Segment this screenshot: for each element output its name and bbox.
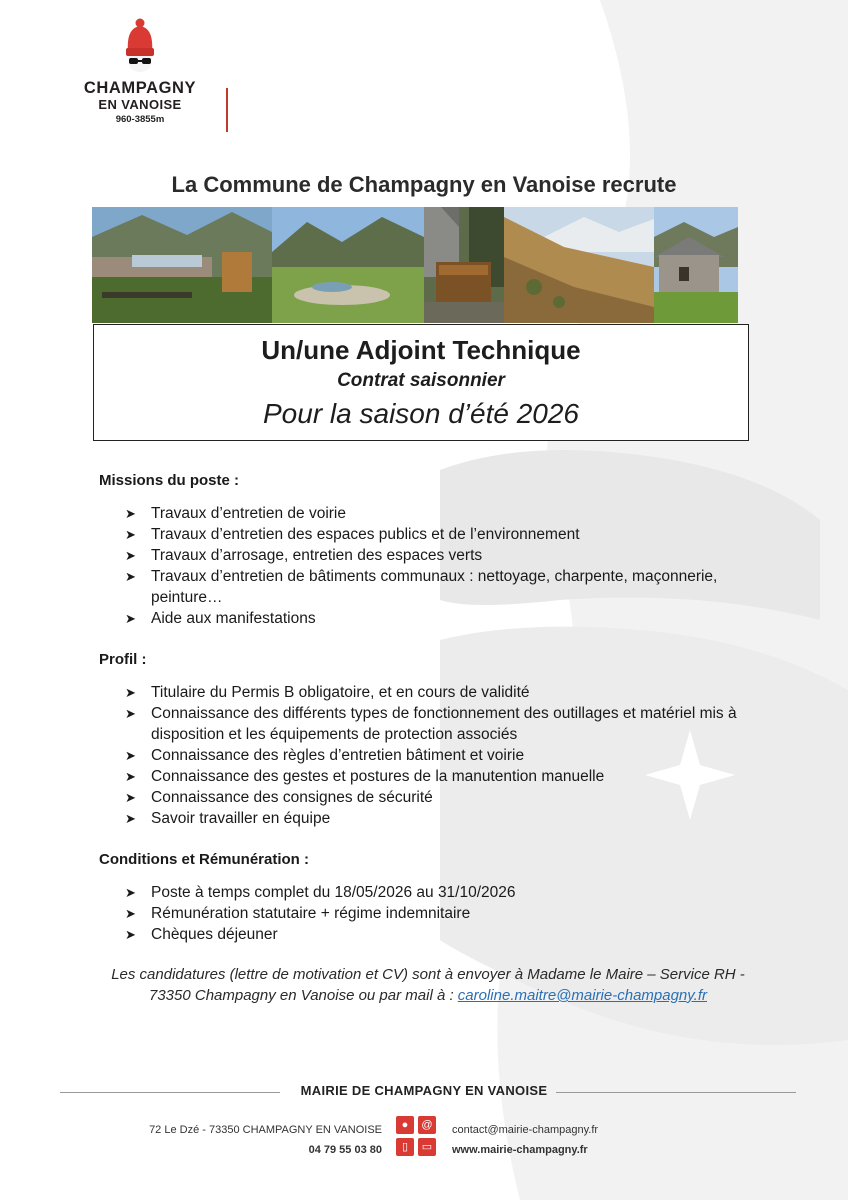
computer-icon: ▭ <box>418 1138 436 1156</box>
arrow-bullet-icon: ➤ <box>125 611 136 626</box>
missions-list <box>99 503 759 629</box>
footer-title: MAIRIE DE CHAMPAGNY EN VANOISE <box>300 1083 548 1098</box>
red-beanie-icon <box>120 18 160 76</box>
list-item: ➤ Rémunération statutaire + régime indemnitaire <box>125 905 471 922</box>
arrow-bullet-icon: ➤ <box>125 927 136 942</box>
conditions-list <box>99 882 759 945</box>
list-item: ➤ Travaux d’entretien de bâtiments communaux : nettoyage, charpente, maçonnerie, peinture… <box>125 568 718 606</box>
list-item: ➤ Travaux d’entretien des espaces publics et de l’environnement <box>125 526 580 543</box>
application-instructions <box>98 964 758 1006</box>
arrow-bullet-icon: ➤ <box>125 748 136 763</box>
contract-type: Contrat saisonnier <box>337 370 505 391</box>
job-title-box <box>93 324 749 441</box>
photo-strip <box>92 207 738 323</box>
stone-chalet-photo <box>654 207 738 323</box>
footer-website[interactable]: www.mairie-champagny.fr <box>452 1144 588 1156</box>
footer-icons <box>396 1116 438 1158</box>
phone-icon: ▯ <box>396 1138 414 1156</box>
arrow-bullet-icon: ➤ <box>125 706 136 721</box>
list-item: ➤ Connaissance des gestes et postures de la manutention manuelle <box>125 768 605 785</box>
profil-title: Profil : <box>99 651 147 668</box>
list-item: ➤ Connaissance des règles d’entretien bâtiment et voirie <box>125 747 525 764</box>
arrow-bullet-icon: ➤ <box>125 885 136 900</box>
footer-contact-block <box>452 1120 598 1160</box>
alpine-slope-photo <box>504 207 654 323</box>
arrow-bullet-icon: ➤ <box>125 790 136 805</box>
village-playground-photo <box>92 207 272 323</box>
arrow-bullet-icon: ➤ <box>125 548 136 563</box>
list-item: ➤ Travaux d’entretien de voirie <box>125 505 346 522</box>
conditions-title: Conditions et Rémunération : <box>99 851 309 868</box>
list-item: ➤ Travaux d’arrosage, entretien des espaces verts <box>125 547 483 564</box>
list-item: ➤ Connaissance des consignes de sécurité <box>125 789 433 806</box>
footer-phone: 04 79 55 03 80 <box>308 1144 382 1156</box>
location-pin-icon: ● <box>396 1116 414 1134</box>
logo-altitude: 960-3855m <box>115 114 165 125</box>
application-text: Les candidatures (lettre de motivation et CV) sont à envoyer à Madame le Maire – Service RH - 73350 Champagny en Vanoise ou par mail à : <box>111 966 745 1004</box>
list-item: ➤ Titulaire du Permis B obligatoire, et en cours de validité <box>125 684 530 701</box>
job-title: Un/une Adjoint Technique <box>261 335 581 365</box>
arrow-bullet-icon: ➤ <box>125 811 136 826</box>
arrow-bullet-icon: ➤ <box>125 906 136 921</box>
list-item: ➤ Poste à temps complet du 18/05/2026 au 31/10/2026 <box>125 884 516 901</box>
profil-list <box>99 682 759 829</box>
logo-divider <box>226 88 228 132</box>
footer-address: 72 Le Dzé - 73350 CHAMPAGNY EN VANOISE <box>149 1124 382 1136</box>
arrow-bullet-icon: ➤ <box>125 506 136 521</box>
job-details <box>99 470 759 965</box>
list-item: ➤ Connaissance des différents types de fonctionnement des outillages et matériel mis à disposition et les équipements de protection associés <box>125 705 737 743</box>
at-sign-icon: @ <box>418 1116 436 1134</box>
season-label: Pour la saison d’été 2026 <box>263 398 579 429</box>
page-headline: La Commune de Champagny en Vanoise recrute <box>171 172 677 197</box>
list-item: ➤ Aide aux manifestations <box>125 610 316 627</box>
arrow-bullet-icon: ➤ <box>125 569 136 584</box>
list-item: ➤ Savoir travailler en équipe <box>125 810 331 827</box>
logo-subtitle: EN VANOISE <box>98 97 182 112</box>
arrow-bullet-icon: ➤ <box>125 685 136 700</box>
missions-title: Missions du poste : <box>99 472 240 489</box>
footer-email[interactable]: contact@mairie-champagny.fr <box>452 1124 599 1136</box>
logo-name: CHAMPAGNY <box>83 79 197 97</box>
arrow-bullet-icon: ➤ <box>125 769 136 784</box>
list-item: ➤ Chèques déjeuner <box>125 926 278 943</box>
arrow-bullet-icon: ➤ <box>125 527 136 542</box>
church-fountain-photo <box>424 207 504 323</box>
mountain-park-photo <box>272 207 424 323</box>
application-email-link[interactable]: caroline.maitre@mairie-champagny.fr <box>457 987 707 1004</box>
champagny-logo <box>60 18 220 138</box>
footer-address-block <box>110 1120 382 1160</box>
